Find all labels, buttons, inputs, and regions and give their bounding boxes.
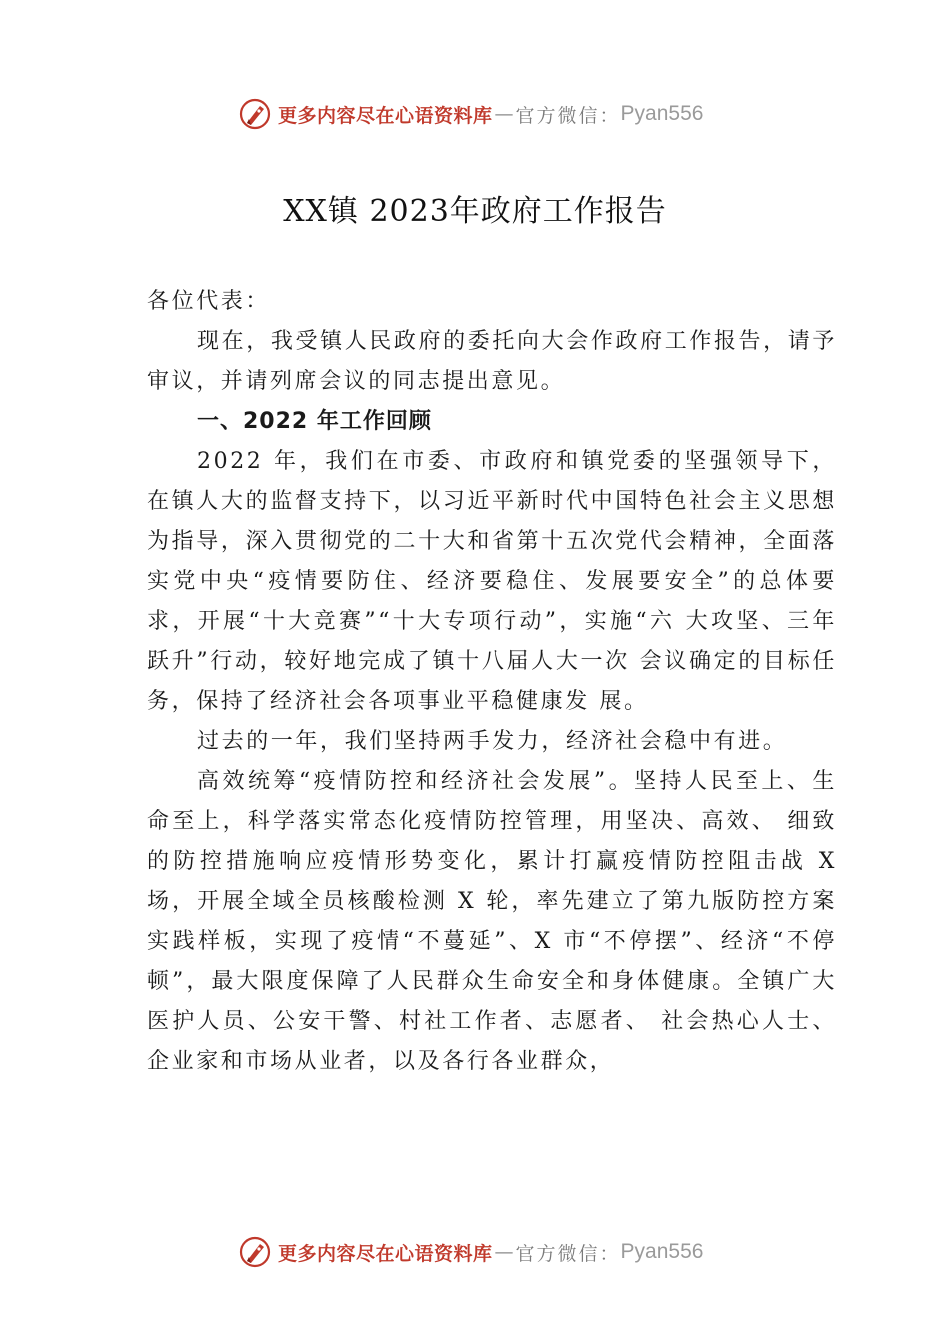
promo-text: 更多内容尽在心语资料库 bbox=[278, 104, 493, 127]
body-paragraph: 2022 年，我们在市委、市政府和镇党委的坚强领导下，在镇人大的监督支持下，以习近平新时代中国特色社会主义思想为指导，深入贯彻党的二十大和省第十五次党代会精神，全面落实党中央“疫情要防住、经济要稳住、发展要安全”的总体要求，开展“十大竞赛”“十大专项行动”，实施“六 大攻坚、三年跃升”行动，较好地完成了镇十八届人大一次 会议确定的目标任务，保持了经济社会各项事业平稳健康发 展。 bbox=[147, 449, 837, 714]
wechat-label: 官方微信： bbox=[515, 1242, 621, 1265]
pen-nib-logo-icon bbox=[238, 1235, 272, 1269]
document-body bbox=[147, 282, 837, 1082]
opening-paragraph: 现在，我受镇人民政府的委托向大会作政府工作报告，请予审议，并请列席会议的同志提出意见。 bbox=[147, 329, 837, 394]
banner-separator: — bbox=[494, 1241, 514, 1263]
document-title: XX镇 2023年政府工作报告 bbox=[283, 194, 667, 229]
watermark-banner-top bbox=[238, 96, 758, 132]
promo-text: 更多内容尽在心语资料库 bbox=[278, 1242, 493, 1265]
section-heading: 一、2022 年工作回顾 bbox=[197, 409, 432, 434]
wechat-id: Pyan556 bbox=[620, 102, 704, 125]
watermark-banner-bottom bbox=[238, 1234, 758, 1270]
pen-nib-logo-icon bbox=[238, 97, 272, 131]
wechat-label: 官方微信： bbox=[515, 104, 621, 127]
body-paragraph: 高效统筹“疫情防控和经济社会发展”。坚持人民至上、生命至上，科学落实常态化疫情防控管理，用坚决、高效、 细致的防控措施响应疫情形势变化，累计打赢疫情防控阻击战 X 场，开展全域全员核酸检测 X 轮，率先建立了第九版防控方案实践样板，实现了疫情“不蔓延”、X 市“不停摆”、经济“不停顿”，最大限度保障了人民群众生命安全和身体健康。全镇广大医护人员、公安干警、村社工作者、志愿者、 社会热心人士、企业家和市场从业者，以及各行各业群众， bbox=[147, 769, 837, 1074]
wechat-id: Pyan556 bbox=[620, 1240, 704, 1263]
body-paragraph: 过去的一年，我们坚持两手发力，经济社会稳中有进。 bbox=[197, 729, 788, 754]
banner-separator: — bbox=[494, 103, 514, 125]
salutation: 各位代表： bbox=[147, 289, 271, 314]
